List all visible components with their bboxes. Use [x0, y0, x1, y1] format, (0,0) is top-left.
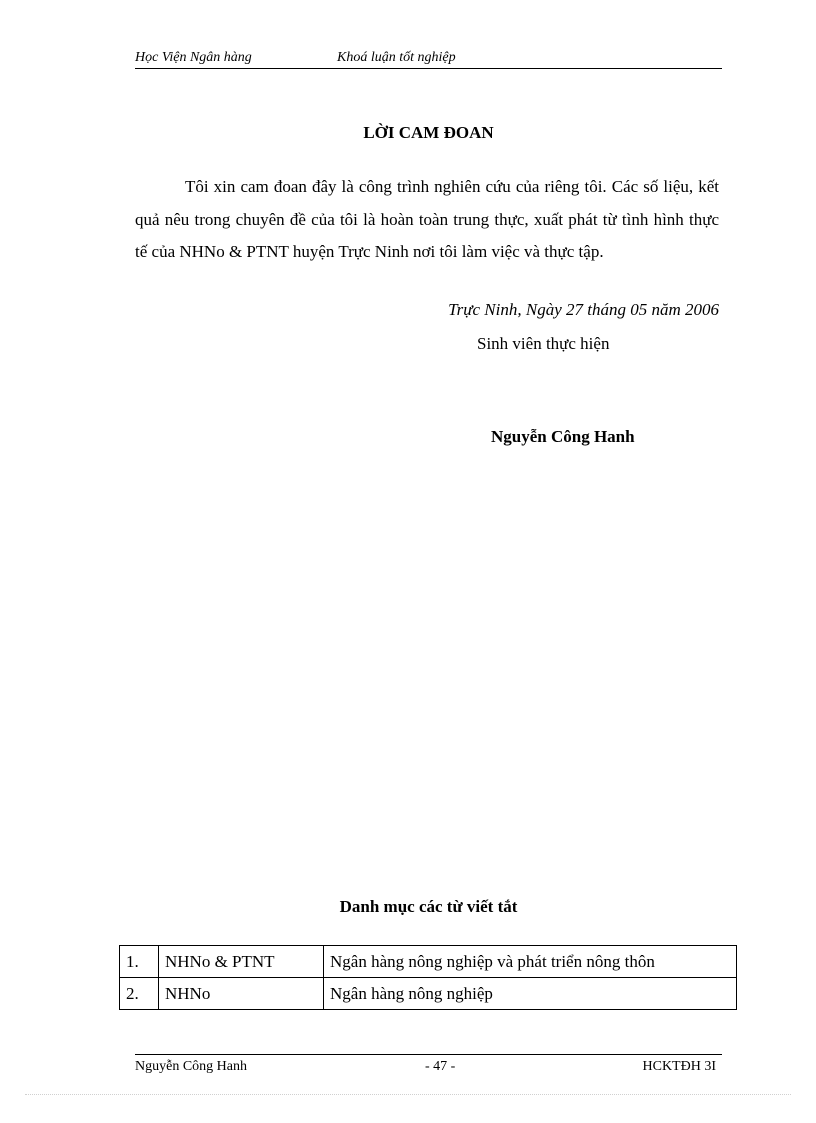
signer-role: Sinh viên thực hiện — [477, 334, 610, 353]
signer-name: Nguyễn Công Hanh — [491, 427, 635, 446]
page-divider — [25, 1094, 791, 1095]
abbreviations-title: Danh mục các từ viết tắt — [339, 897, 518, 916]
abbreviation-meaning: Ngân hàng nông nghiệp và phát triển nông thôn — [324, 946, 737, 978]
table-row — [120, 978, 737, 1010]
row-number: 1. — [120, 946, 159, 978]
abbreviation-meaning: Ngân hàng nông nghiệp — [324, 978, 737, 1010]
abbreviation: NHNo & PTNT — [159, 946, 324, 978]
header-document-type: Khoá luận tốt nghiệp — [337, 50, 456, 65]
page-header — [135, 50, 722, 69]
date-line: Trực Ninh, Ngày 27 tháng 05 năm 2006 — [448, 300, 719, 319]
abbreviation: NHNo — [159, 978, 324, 1010]
page-footer — [135, 1054, 722, 1075]
page-title: LỜI CAM ĐOAN — [363, 123, 494, 142]
footer-author: Nguyễn Công Hanh — [135, 1059, 247, 1074]
footer-class: HCKTĐH 3I — [642, 1059, 716, 1074]
declaration-paragraph: Tôi xin cam đoan đây là công trình nghiên cứu của riêng tôi. Các số liệu, kết quả nêu trong chuyên đề của tôi là hoàn toàn trung thực, xuất phát từ tình hình thực tế của NHNo & PTNT huyện Trực Ninh nơi tôi làm việc và thực tập. — [135, 177, 719, 261]
page-number: - 47 - — [425, 1059, 456, 1074]
header-institution: Học Viện Ngân hàng — [135, 50, 252, 65]
abbreviations-table — [119, 945, 737, 1010]
row-number: 2. — [120, 978, 159, 1010]
table-row — [120, 946, 737, 978]
